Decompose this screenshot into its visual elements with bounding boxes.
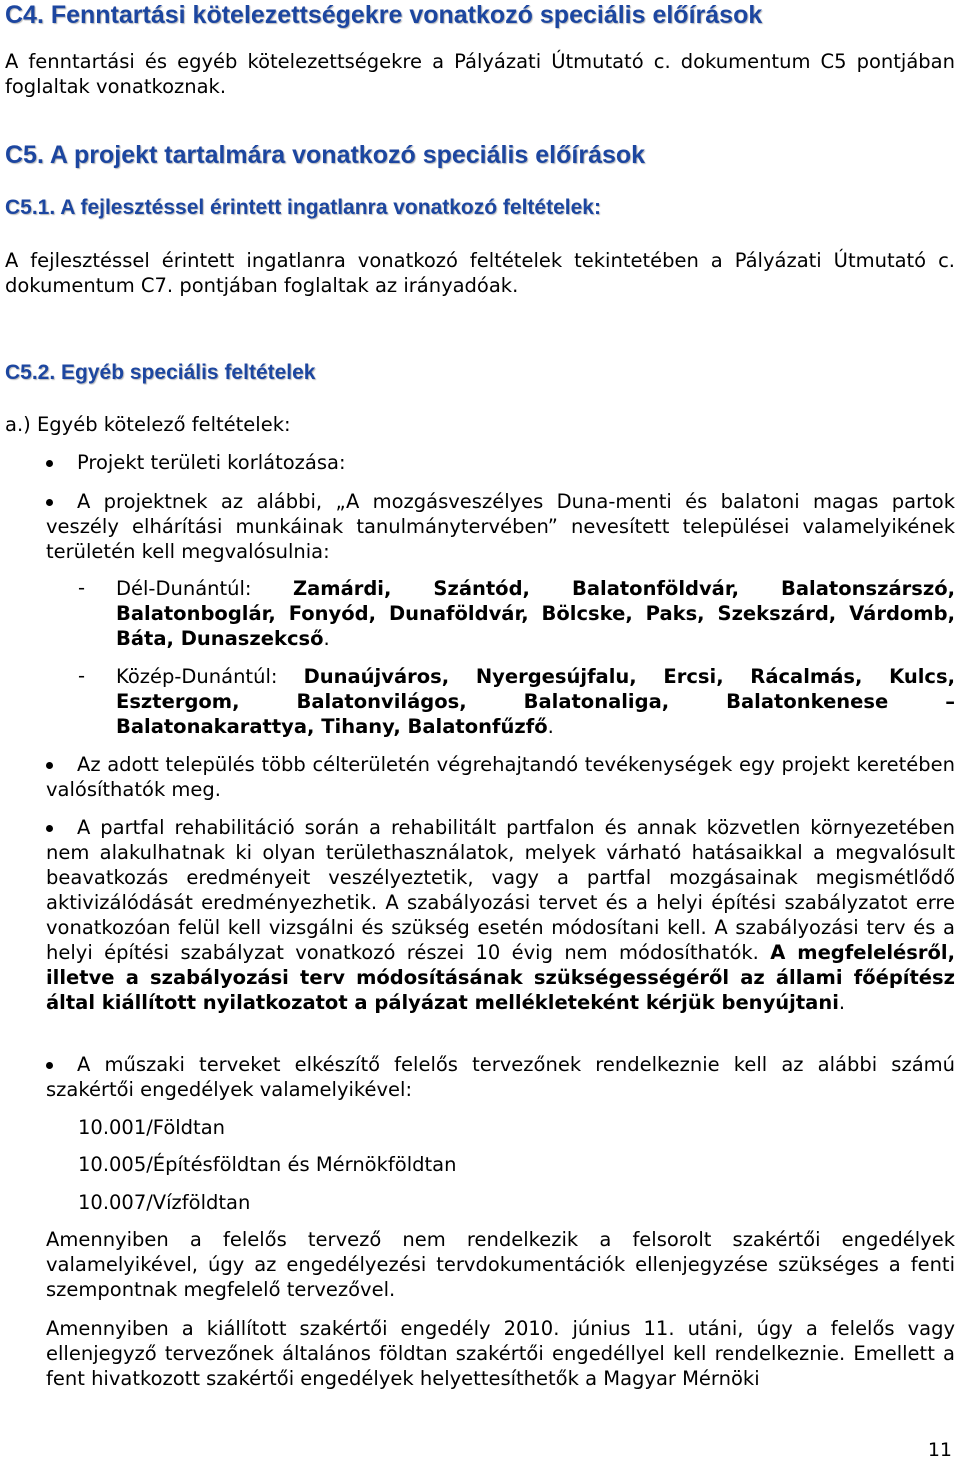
bullet-text: A projektnek az alábbi, „A mozgásveszélyes Duna-menti és balatoni magas partok veszély elhárítási munkáinak tanulmánytervében” nevesített települései valamelyikének területén kell megvalósulnia: bbox=[46, 490, 955, 563]
heading-c5-2: C5.2. Egyéb speciális feltételek bbox=[5, 361, 316, 384]
town-list: Dunaújváros, Nyergesújfalu, Ercsi, Rácalmás, Kulcs, Esztergom, Balatonvilágos, Balatonaliga, Balatonkenese – Balatonakarattya, Tihany, Balatonfűzfő bbox=[116, 665, 955, 738]
heading-c5-1: C5.1. A fejlesztéssel érintett ingatlanra vonatkozó feltételek: bbox=[5, 196, 601, 219]
dash-marker: - bbox=[78, 576, 86, 599]
sentence-end: . bbox=[838, 991, 846, 1014]
sentence-end: . bbox=[547, 715, 554, 738]
dash-marker: - bbox=[78, 664, 86, 687]
region-label: Közép-Dunántúl: bbox=[116, 665, 304, 688]
heading-c4: C4. Fenntartási kötelezettségekre vonatkozó speciális előírások bbox=[5, 1, 763, 29]
paragraph-countersign: Amennyiben a felelős tervező nem rendelkezik a felsorolt szakértői engedélyek valamelyikével, úgy az engedélyezési tervdokumentációk ellenjegyzése szükséges a fenti szempontnak megfelelő tervezővel. bbox=[46, 1228, 955, 1301]
dash-text bbox=[116, 664, 955, 739]
dash-item-kozep-dunantul bbox=[78, 664, 955, 739]
bullet-text: A műszaki terveket elkészítő felelős tervezőnek rendelkeznie kell az alábbi számú szakértői engedélyek valamelyikével: bbox=[46, 1053, 955, 1101]
dash-item-del-dunantul bbox=[78, 576, 955, 651]
sentence-end: . bbox=[323, 627, 330, 650]
bullet-item-multiple-areas bbox=[37, 752, 955, 802]
heading-c5: C5. A projekt tartalmára vonatkozó speciális előírások bbox=[5, 141, 646, 169]
region-label: Dél-Dunántúl: bbox=[116, 577, 293, 600]
bullet-text-normal: A partfal rehabilitáció során a rehabilitált partfalon és annak közvetlen környezetében nem alakulhatnak ki olyan területhasználatok, melyek várható hatásaikkal a megvalósult beavatkozás eredményeit veszélyeztetik, vagy a partfal mozgásainak megismétlődő aktivizálódását eredményezhetik. A szabályozási tervet és a helyi építési szabályzatot erre vonatkozóan felül kell vizsgálni és szükség esetén módosítani kell. A szabályozási terv és a helyi építési szabályzat vonatkozó részei 10 évig nem módosíthatók. bbox=[46, 816, 955, 964]
bullet-icon bbox=[46, 825, 53, 832]
permit-item: 10.001/Földtan bbox=[78, 1116, 226, 1139]
bullet-text: Az adott település több célterületén végrehajtandó tevékenységek egy projekt keretében valósíthatók meg. bbox=[46, 753, 955, 801]
bullet-item-designer-permits bbox=[37, 1052, 955, 1102]
paragraph-permit-date: Amennyiben a kiállított szakértői engedély 2010. június 11. utáni, úgy a felelős vagy ellenjegyző tervezőnek általános földtan szakértői engedéllyel kell rendelkeznie. Emellett a fent hivatkozott szakértői engedélyek helyettesíthetők a Magyar Mérnöki bbox=[46, 1317, 955, 1390]
town-list: Zamárdi, Szántód, Balatonföldvár, Balatonszárszó, Balatonboglár, Fonyód, Dunaföldvár, Bölcske, Paks, Szekszárd, Várdomb, Báta, Dunaszekcső bbox=[116, 577, 955, 650]
permit-item: 10.005/Építésföldtan és Mérnökföldtan bbox=[78, 1153, 457, 1176]
bullet-item-rehabilitation bbox=[37, 815, 955, 1015]
bullet-item-settlements bbox=[37, 489, 955, 564]
bullet-item-territory bbox=[37, 450, 955, 475]
c4-text: A fenntartási és egyéb kötelezettségekre a Pályázati Útmutató c. dokumentum C5 pontjában foglaltak vonatkoznak. bbox=[5, 50, 955, 98]
permit-item: 10.007/Vízföldtan bbox=[78, 1191, 251, 1214]
item-a-label: a.) Egyéb kötelező feltételek: bbox=[5, 413, 291, 436]
bullet-text-bold: A megfelelésről, illetve a szabályozási terv módosításának szükségességéről az állami főépítész által kiállított nyilatkozatot a pályázat mellékleteként kérjük benyújtani bbox=[46, 941, 955, 1014]
bullet-text: Projekt területi korlátozása: bbox=[77, 451, 346, 474]
bullet-icon bbox=[46, 762, 53, 769]
c5-1-text: A fejlesztéssel érintett ingatlanra vonatkozó feltételek tekintetében a Pályázati Útmutató c. dokumentum C7. pontjában foglaltak az irányadóak. bbox=[5, 249, 955, 297]
bullet-icon bbox=[46, 499, 53, 506]
page-number: 11 bbox=[927, 1439, 952, 1461]
dash-text bbox=[116, 576, 955, 651]
bullet-icon bbox=[46, 1062, 53, 1069]
bullet-icon bbox=[46, 460, 53, 467]
bullet-text bbox=[46, 815, 955, 1015]
